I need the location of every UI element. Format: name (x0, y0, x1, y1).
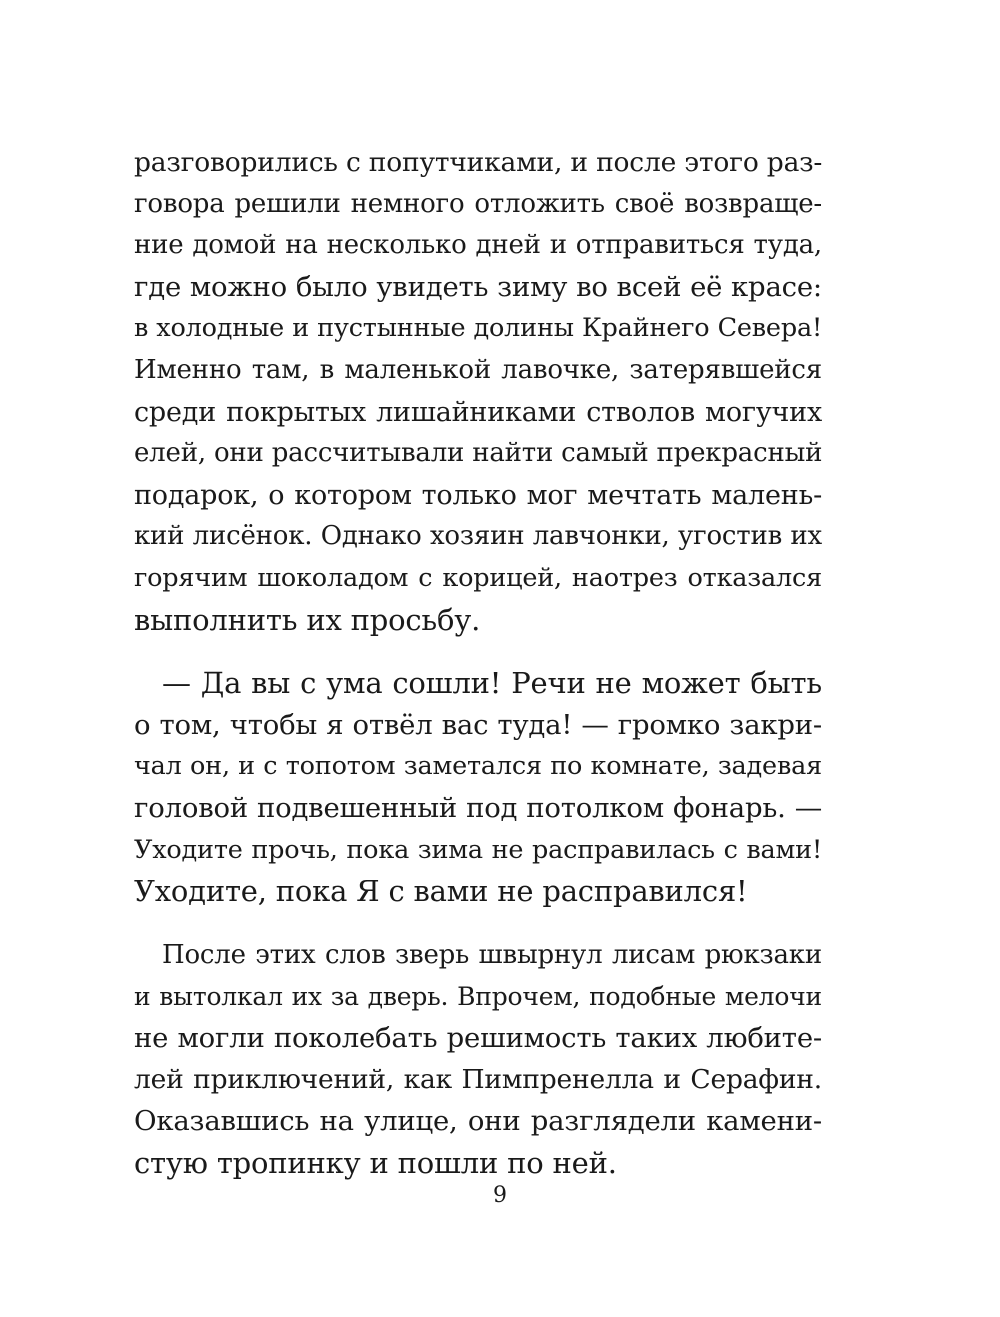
text-line: не могли поколебать решимость таких любите- (134, 1021, 822, 1054)
text-line: лей приключений, как Пимпренелла и Серафин. (134, 1064, 822, 1096)
paragraph-1 (134, 142, 822, 641)
text-line: ние домой на несколько дней и отправиться туда, (134, 230, 822, 261)
text-line: После этих слов зверь швырнул лисам рюкзаки (162, 939, 822, 970)
text-line: горячим шоколадом с корицей, наотрез отказался (134, 562, 822, 593)
text-line: о том, чтобы я отвёл вас туда! — громко закри- (134, 708, 822, 741)
paragraph-spacer (134, 913, 822, 935)
text-line: разговорились с попутчиками, и после этого раз- (134, 147, 823, 178)
paragraph-3 (134, 935, 822, 1185)
text-line: выполнить их просьбу. (134, 602, 481, 637)
text-line: стую тропинку и пошли по ней. (134, 1145, 617, 1180)
text-line: Оказавшись на улице, они разглядели камени- (134, 1105, 822, 1138)
text-line: Именно там, в маленькой лавочке, затерявшейся (134, 354, 822, 385)
text-line: среди покрытых лишайниками стволов могучих (134, 396, 822, 428)
paragraph-2 (134, 663, 822, 913)
text-line: — Да вы с ума сошли! Речи не может быть (162, 666, 822, 701)
text-line: где можно было увидеть зиму во всей её красе: (134, 270, 822, 303)
text-line: головой подвешенный под потолком фонарь. — (134, 791, 822, 824)
body-text (134, 142, 822, 1184)
page-number: 9 (493, 1183, 507, 1208)
text-line: Уходите, пока Я с вами не расправился! (134, 874, 748, 909)
text-line: говора решили немного отложить своё возвраще- (134, 188, 822, 219)
text-line: и вытолкал их за дверь. Впрочем, подобные мелочи (134, 982, 822, 1012)
text-line: в холодные и пустынные долины Крайнего Севера! (134, 313, 822, 344)
text-line: елей, они рассчитывали найти самый прекрасный (134, 438, 823, 469)
text-line: кий лисёнок. Однако хозяин лавчонки, угостив их (134, 521, 822, 552)
paragraph-spacer (134, 641, 822, 663)
text-line: подарок, о котором только мог мечтать малень- (134, 479, 822, 511)
text-line: чал он, и с топотом заметался по комнате, задевая (134, 751, 822, 782)
text-line: Уходите прочь, пока зима не расправилась с вами! (134, 834, 822, 865)
